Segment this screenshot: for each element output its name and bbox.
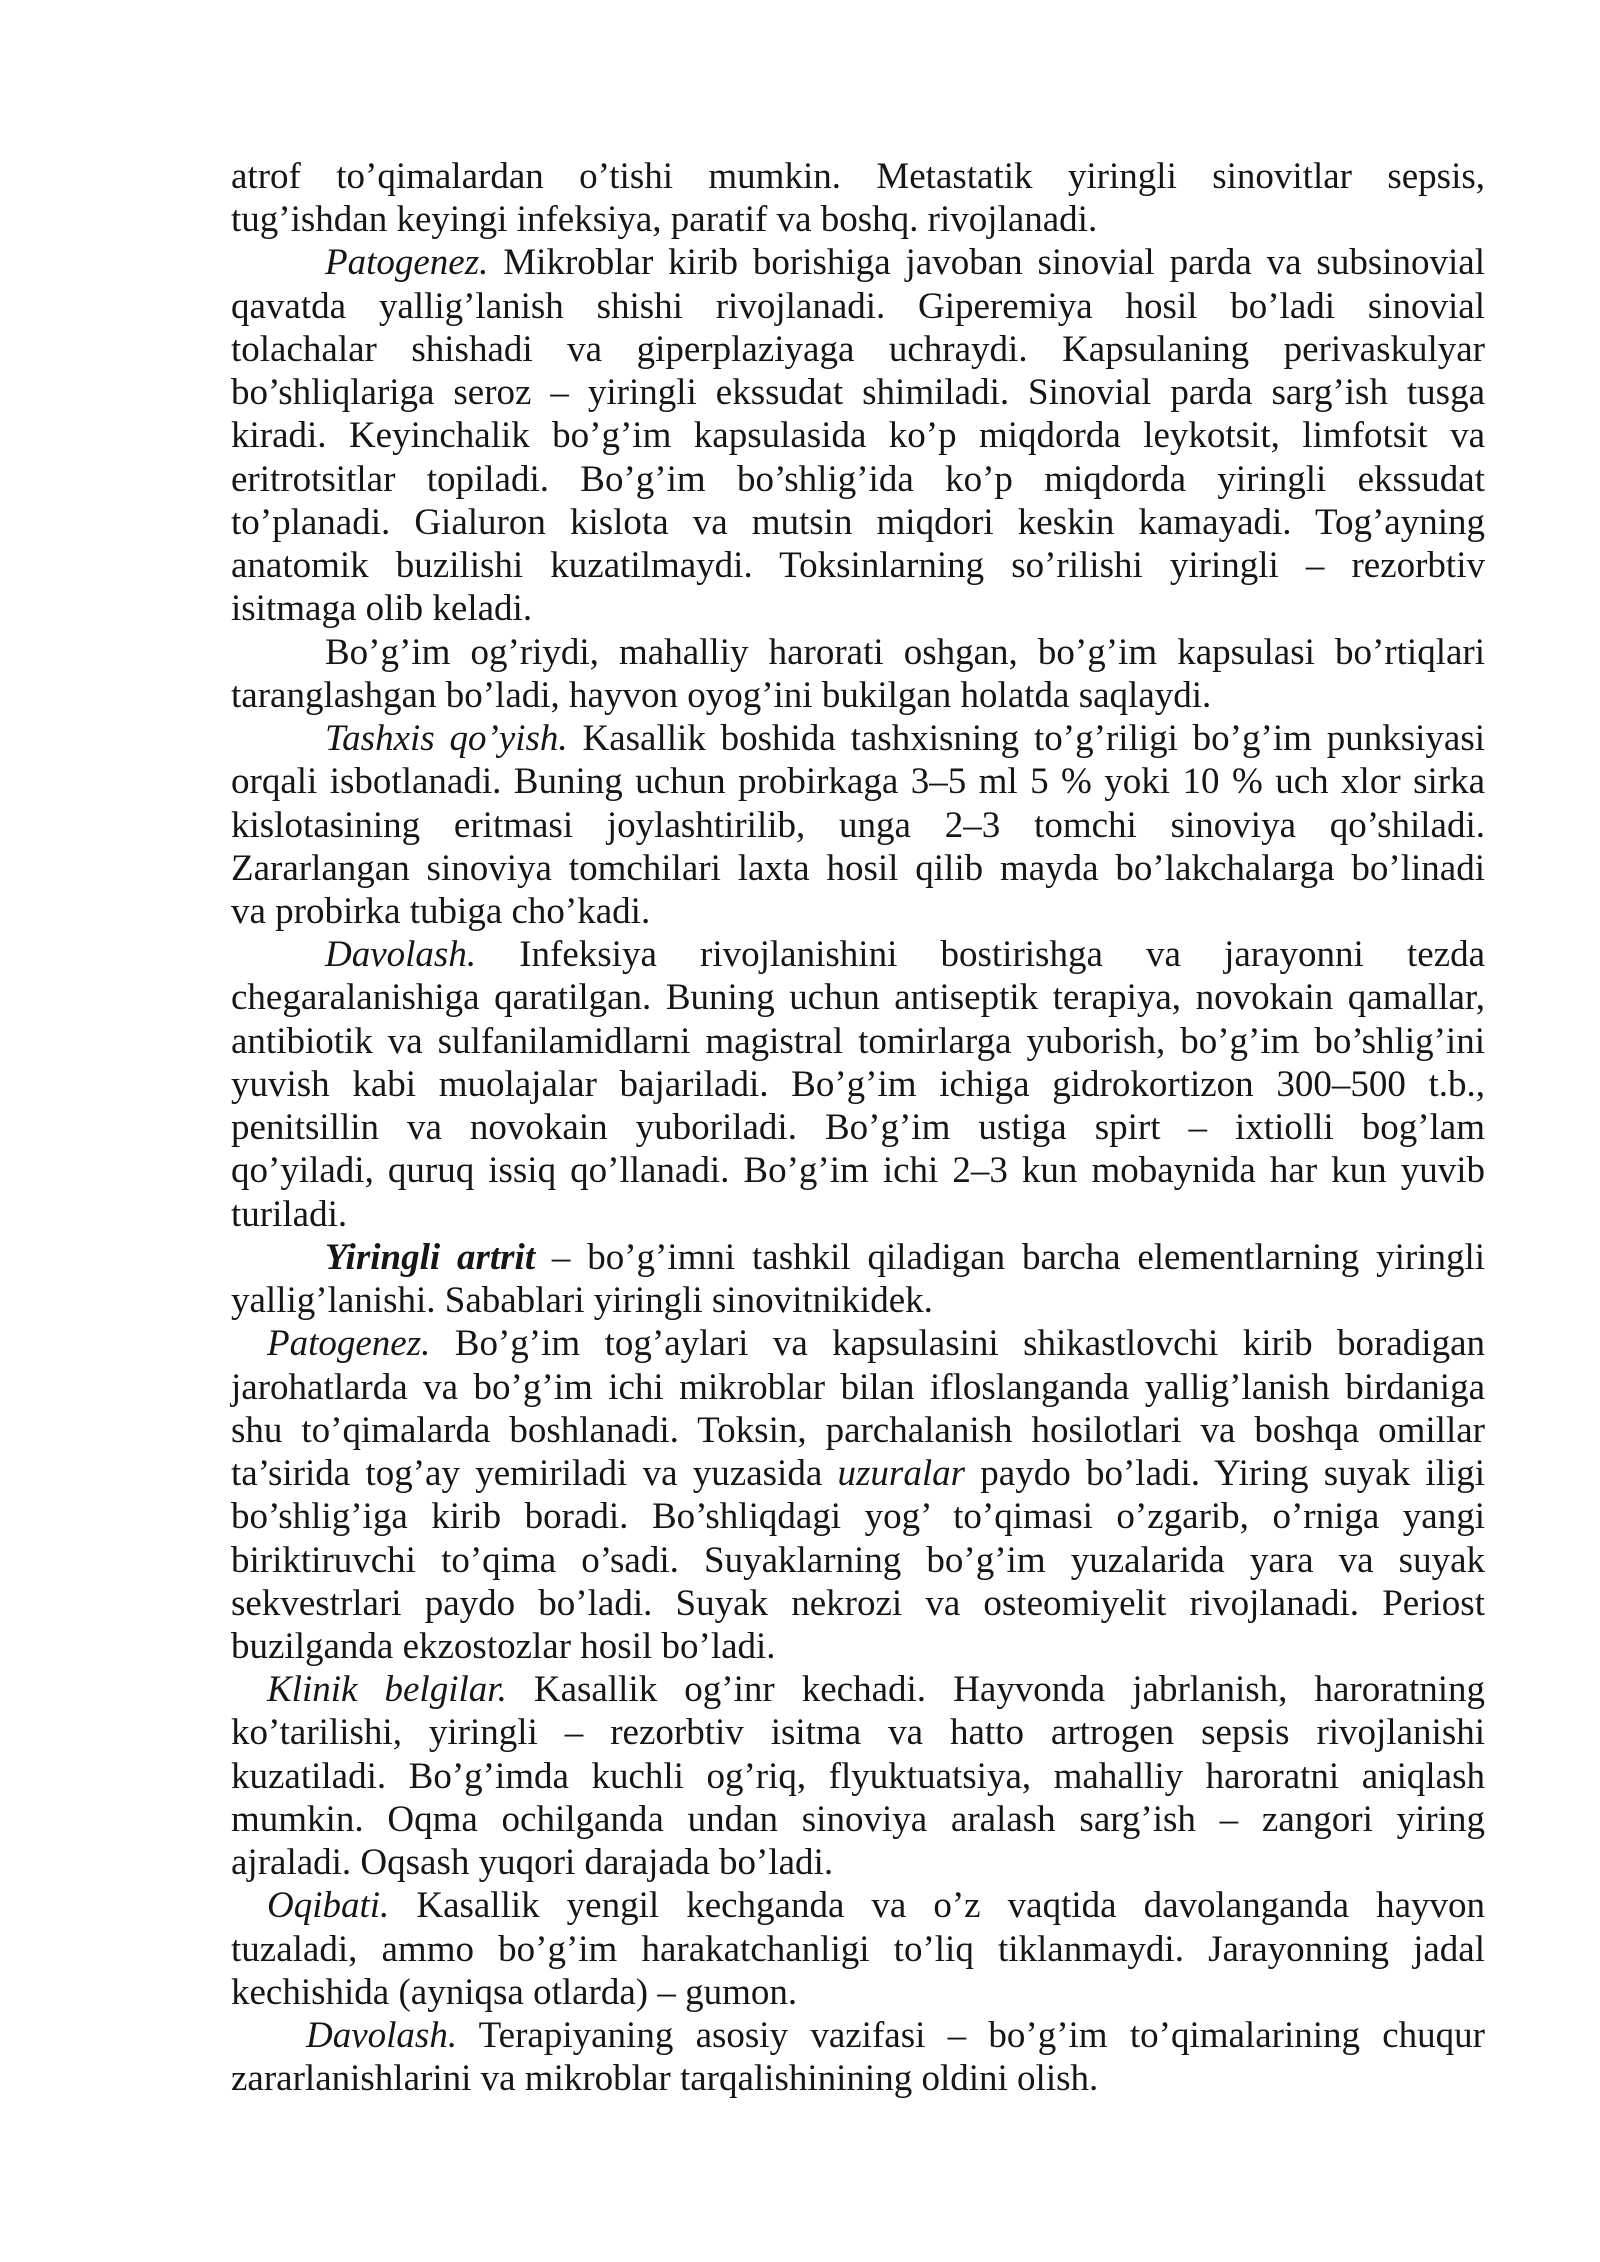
line-text: ajraladi. Oqsash yuqori darajada bo’ladi. — [231, 1842, 834, 1884]
line-text: buzilganda ekzostozlar hosil bo’ladi. — [231, 1625, 776, 1667]
line-text: kiradi. Keyinchalik bo’g’im kapsulasida ko’p miqdorda leykotsit, limfotsit va — [231, 415, 1485, 457]
line-text: – bo’g’imni tashkil qiladigan barcha elementlarning yiringli — [535, 1236, 1486, 1278]
line-text: atrof to’qimalardan o’tishi mumkin. Metastatik yiringli sinovitlar sepsis, — [231, 156, 1485, 197]
line-text: sekvestrlari paydo bo’ladi. Suyak nekrozi va osteomiyelit rivojlanadi. Periost — [231, 1582, 1485, 1624]
paragraph-heading: Oqibati. — [267, 1885, 390, 1927]
text-line — [231, 760, 1485, 803]
text-line — [231, 1452, 1485, 1495]
line-text: bo’shlig’iga kirib boradi. Bo’shliqdagi yog’ to’qimasi o’zgarib, o’rniga yangi — [231, 1496, 1485, 1538]
document-body — [231, 155, 1485, 2101]
text-line — [231, 1279, 1485, 1322]
paragraph-heading: Klinik belgilar. — [267, 1669, 507, 1711]
line-text: Infeksiya rivojlanishini bostirishga va jarayonni tezda — [476, 934, 1485, 976]
line-text: bo’shliqlariga seroz – yiringli ekssudat shimiladi. Sinovial parda sarg’ish tusga — [231, 372, 1485, 414]
text-line — [231, 501, 1485, 544]
line-text: chegaralanishiga qaratilgan. Buning uchun antiseptik terapiya, novokain qamallar, — [231, 977, 1485, 1019]
text-line — [231, 544, 1485, 587]
line-text: Kasallik og’inr kechadi. Hayvonda jabrlanish, haroratning — [506, 1669, 1486, 1711]
line-text: ta’sirida tog’ay yemiriladi va yuzasida — [231, 1453, 838, 1495]
text-line — [231, 1149, 1485, 1192]
paragraph-heading: Patogenez. — [267, 1323, 431, 1365]
text-line — [231, 976, 1485, 1019]
line-text: kislotasining eritmasi joylashtirilib, unga 2–3 tomchi sinoviya qo’shiladi. — [231, 804, 1485, 846]
text-line — [231, 1625, 1485, 1668]
text-line — [231, 1322, 1485, 1365]
text-line — [231, 2057, 1485, 2100]
text-line — [231, 631, 1485, 674]
line-text: Zararlangan sinoviya tomchilari laxta hosil qilib mayda bo’lakchalarga bo’linadi — [231, 847, 1485, 889]
paragraph — [231, 933, 1485, 1236]
text-line — [231, 1409, 1485, 1452]
text-line — [231, 1106, 1485, 1149]
text-line — [231, 1668, 1485, 1711]
text-line — [231, 241, 1485, 284]
paragraph-heading: Davolash. — [306, 2015, 458, 2057]
line-text: orqali isbotlanadi. Buning uchun probirkaga 3–5 ml 5 % yoki 10 % uch xlor sirka — [231, 761, 1485, 803]
paragraph — [231, 2014, 1485, 2100]
text-line — [231, 1884, 1485, 1927]
line-text: kuzatiladi. Bo’g’imda kuchli og’riq, flyuktuatsiya, mahalliy haroratni aniqlash — [231, 1755, 1485, 1797]
text-line — [231, 587, 1485, 630]
paragraph-heading: Davolash. — [325, 934, 477, 976]
text-line — [231, 1063, 1485, 1106]
line-text: yuvish kabi muolajalar bajariladi. Bo’g’im ichiga gidrokortizon 300–500 t.b., — [231, 1063, 1485, 1105]
text-line — [231, 847, 1485, 890]
line-text: paydo bo’ladi. Yiring suyak iligi — [965, 1453, 1486, 1495]
text-line — [231, 1971, 1485, 2014]
line-text: va probirka tubiga cho’kadi. — [231, 890, 651, 932]
text-line — [231, 155, 1485, 198]
text-line — [231, 933, 1485, 976]
line-text: penitsillin va novokain yuboriladi. Bo’g’im ustiga spirt – ixtiolli bog’lam — [231, 1107, 1485, 1149]
text-line — [231, 1798, 1485, 1841]
paragraph — [231, 1322, 1485, 1668]
text-line — [231, 1755, 1485, 1798]
term-heading: Yiringli artrit — [325, 1236, 536, 1278]
emphasized-term: uzuralar — [837, 1453, 966, 1495]
text-line — [231, 1193, 1485, 1236]
line-text: taranglashgan bo’ladi, hayvon oyog’ini bukilgan holatda saqlaydi. — [231, 674, 1212, 716]
line-text: antibiotik va sulfanilamidlarni magistral tomirlarga yuborish, bo’g’im bo’shlig’ini — [231, 1020, 1485, 1062]
line-text: biriktiruvchi to’qima o’sadi. Suyaklarning bo’g’im yuzalarida yara va suyak — [231, 1539, 1485, 1581]
paragraph-heading: Tashxis qo’yish. — [325, 718, 568, 760]
paragraph — [231, 1236, 1485, 1322]
text-line — [231, 1841, 1485, 1884]
line-text: qavatda yallig’lanish shishi rivojlanadi. Giperemiya hosil bo’ladi sinovial — [231, 285, 1485, 327]
paragraph — [231, 717, 1485, 933]
text-line — [231, 1236, 1485, 1279]
paragraph — [231, 155, 1485, 241]
line-text: Bo’g’im tog’aylari va kapsulasini shikastlovchi kirib boradigan — [430, 1323, 1485, 1365]
line-text: tuzaladi, ammo bo’g’im harakatchanligi to’liq tiklanmaydi. Jarayonning jadal — [231, 1928, 1485, 1970]
line-text: tolachalar shishadi va giperplaziyaga uchraydi. Kapsulaning perivaskulyar — [231, 328, 1485, 370]
text-line — [231, 1539, 1485, 1582]
text-line — [231, 1928, 1485, 1971]
paragraph — [231, 1668, 1485, 1884]
text-line — [231, 1495, 1485, 1538]
line-text: anatomik buzilishi kuzatilmaydi. Toksinlarning so’rilishi yiringli – rezorbtiv — [231, 545, 1485, 587]
line-text: isitmaga olib keladi. — [231, 588, 533, 630]
line-text: ko’tarilishi, yiringli – rezorbtiv isitma va hatto artrogen sepsis rivojlanishi — [231, 1712, 1485, 1754]
line-text: zararlanishlarini va mikroblar tarqalishinining oldini olish. — [231, 2058, 1099, 2100]
text-line — [231, 804, 1485, 847]
line-text: tug’ishdan keyingi infeksiya, paratif va boshq. rivojlanadi. — [231, 199, 1098, 241]
line-text: shu to’qimalarda boshlanadi. Toksin, parchalanish hosilotlari va boshqa omillar — [231, 1409, 1485, 1451]
text-line — [231, 458, 1485, 501]
paragraph — [231, 631, 1485, 717]
line-text: to’planadi. Gialuron kislota va mutsin miqdori keskin kamayadi. Tog’ayning — [231, 501, 1485, 543]
line-text: Bo’g’im og’riydi, mahalliy harorati oshgan, bo’g’im kapsulasi bo’rtiqlari — [325, 631, 1485, 673]
text-line — [231, 1366, 1485, 1409]
line-text: mumkin. Oqma ochilganda undan sinoviya aralash sarg’ish – zangori yiring — [231, 1798, 1485, 1840]
paragraph — [231, 1884, 1485, 2014]
line-text: Mikroblar kirib borishiga javoban sinovial parda va subsinovial — [488, 242, 1485, 284]
text-line — [231, 2014, 1485, 2057]
paragraph-heading: Patogenez. — [325, 242, 489, 284]
line-text: Kasallik yengil kechganda va o’z vaqtida davolanganda hayvon — [389, 1885, 1485, 1927]
line-text: Terapiyaning asosiy vazifasi – bo’g’im to’qimalarining chuqur — [457, 2015, 1485, 2057]
text-line — [231, 1711, 1485, 1754]
line-text: jarohatlarda va bo’g’im ichi mikroblar bilan ifloslanganda yallig’lanish birdaniga — [231, 1366, 1485, 1408]
line-text: Kasallik boshida tashxisning to’g’riligi bo’g’im punksiyasi — [567, 718, 1485, 760]
text-line — [231, 890, 1485, 933]
line-text: turiladi. — [231, 1193, 348, 1235]
paragraph — [231, 241, 1485, 630]
text-line — [231, 674, 1485, 717]
text-line — [231, 1020, 1485, 1063]
line-text: qo’yiladi, quruq issiq qo’llanadi. Bo’g’im ichi 2–3 kun mobaynida har kun yuvib — [231, 1150, 1485, 1192]
text-line — [231, 414, 1485, 457]
line-text: yallig’lanishi. Sabablari yiringli sinovitnikidek. — [231, 1280, 933, 1322]
line-text: eritrotsitlar topiladi. Bo’g’im bo’shlig’ida ko’p miqdorda yiringli ekssudat — [231, 458, 1485, 500]
text-line — [231, 198, 1485, 241]
text-line — [231, 285, 1485, 328]
line-text: kechishida (ayniqsa otlarda) – gumon. — [231, 1971, 798, 2013]
text-line — [231, 328, 1485, 371]
text-line — [231, 371, 1485, 414]
text-line — [231, 1582, 1485, 1625]
text-line — [231, 717, 1485, 760]
